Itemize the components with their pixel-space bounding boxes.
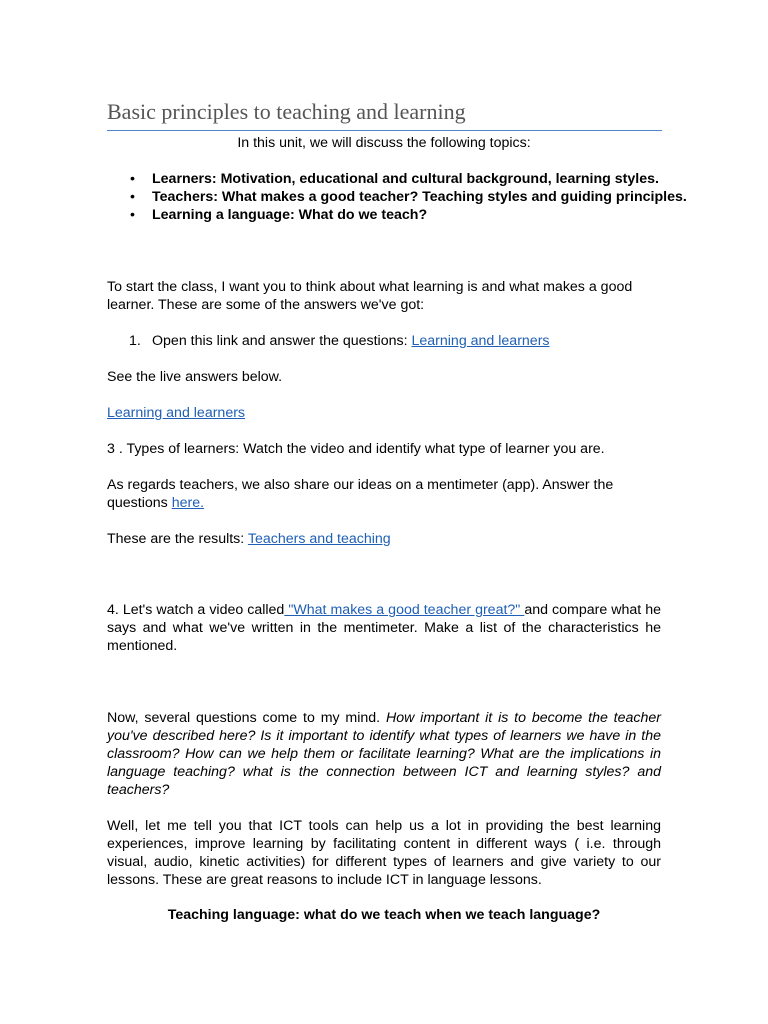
item-number: 1. [129,333,141,349]
teachers-paragraph [107,476,661,512]
types-paragraph: 3 . Types of learners: Watch the video and identify what type of learner you are. [107,441,605,457]
good-teacher-video-link[interactable]: "What makes a good teacher great?" [284,602,525,618]
ict-paragraph: Well, let me tell you that ICT tools can help us a lot in providing the best learning experiences, improve learning by facilitating content in different ways ( i.e. through visual, audio, kinetic activities) for different types of learners and give variety to our lessons. These are great reasons to include ICT in language lessons. [107,818,661,888]
here-link[interactable]: here. [171,495,205,511]
questions-italic: How important it is to become the teacher you've described here? Is it important to identify what types of learners we have in the classroom? How can we help them or facilitate learning? What are the implications in language teaching? what is the connection between ICT and learning styles? and teachers? [107,710,661,798]
video-paragraph [107,601,661,655]
item-text: Open this link and answer the questions: [152,333,412,349]
list-item: • Learners: Motivation, educational and cultural background, learning styles. [152,170,706,188]
video-text-post: and compare what he says and what we've written in the mentimeter. Make a list of the characteristics he mentioned. [107,602,661,654]
questions-paragraph [107,709,661,799]
intro-text: In this unit, we will discuss the following topics: [237,135,531,151]
teachers-and-teaching-link[interactable]: Teachers and teaching [247,531,391,547]
page-title: Basic principles to teaching and learning [107,98,662,131]
list-item: • Learning a language: What do we teach? [152,206,706,224]
learning-and-learners-link[interactable]: Learning and learners [411,333,550,349]
results-paragraph [107,530,661,548]
topics-list [107,170,706,224]
list-item: • Teachers: What makes a good teacher? Teaching styles and guiding principles. [152,188,706,206]
questions-lead: Now, several questions come to my mind. [107,710,386,726]
section-heading: Teaching language: what do we teach when we teach language? [167,907,601,923]
learning-and-learners-live-link[interactable]: Learning and learners [107,405,246,421]
teachers-text: As regards teachers, we also share our ideas on a mentimeter (app). Answer the questions [107,477,614,511]
live-answers-link-line [107,404,661,422]
live-answers-text: See the live answers below. [107,369,283,385]
start-paragraph: To start the class, I want you to think about what learning is and what makes a good learner. These are some of the answers we've got: [107,279,633,313]
results-text: These are the results: [107,531,248,547]
video-text: 4. Let's watch a video called [107,602,285,618]
